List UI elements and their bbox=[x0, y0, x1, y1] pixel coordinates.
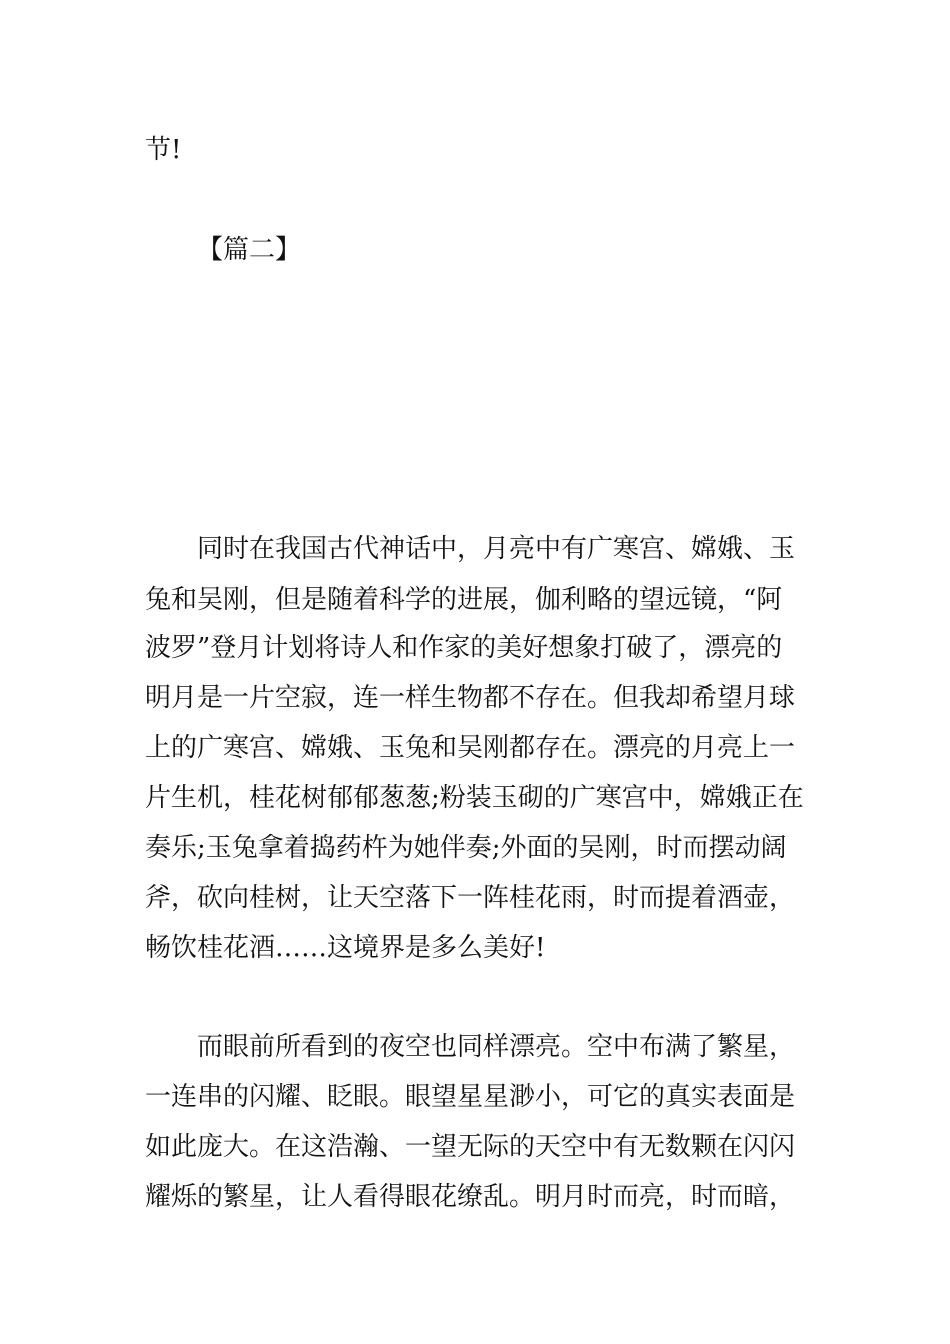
paragraph-line: 如此庞大。在这浩瀚、一望无际的天空中有无数颗在闪闪 bbox=[145, 1132, 796, 1162]
paragraph-line: 上的广寒宫、嫦娥、玉兔和吴刚都存在。漂亮的月亮上一 bbox=[145, 733, 796, 763]
paragraph-line: 片生机，桂花树郁郁葱葱;粉装玉砌的广寒宫中，嫦娥正在 bbox=[145, 783, 804, 813]
paragraph-line: 明月是一片空寂，连一样生物都不存在。但我却希望月球 bbox=[145, 683, 796, 713]
paragraph-line: 斧，砍向桂树，让天空落下一阵桂花雨，时而提着酒壶， bbox=[145, 883, 796, 913]
paragraph-line: 而眼前所看到的夜空也同样漂亮。空中布满了繁星， bbox=[197, 1032, 796, 1062]
paragraph-line: 耀烁的繁星，让人看得眼花缭乱。明月时而亮，时而暗， bbox=[145, 1182, 796, 1212]
paragraph-line: 一连串的闪耀、眨眼。眼望星星渺小，可它的真实表面是 bbox=[145, 1082, 796, 1112]
paragraph-line: 畅饮桂花酒……这境界是多么美好! bbox=[145, 933, 546, 963]
paragraph-line: 兔和吴刚，但是随着科学的进展，伽利略的望远镜，“阿 bbox=[145, 585, 783, 615]
paragraph-line: 奏乐;玉兔拿着捣药杵为她伴奏;外面的吴刚，时而摆动阔 bbox=[145, 833, 787, 863]
paragraph-line: 波罗”登月计划将诗人和作家的美好想象打破了，漂亮的 bbox=[145, 633, 783, 663]
paragraph-line: 同时在我国古代神话中，月亮中有广寒宫、嫦娥、玉 bbox=[197, 534, 796, 564]
previous-section-tail: 节! bbox=[145, 135, 182, 165]
section-heading: 【篇二】 bbox=[197, 235, 302, 265]
